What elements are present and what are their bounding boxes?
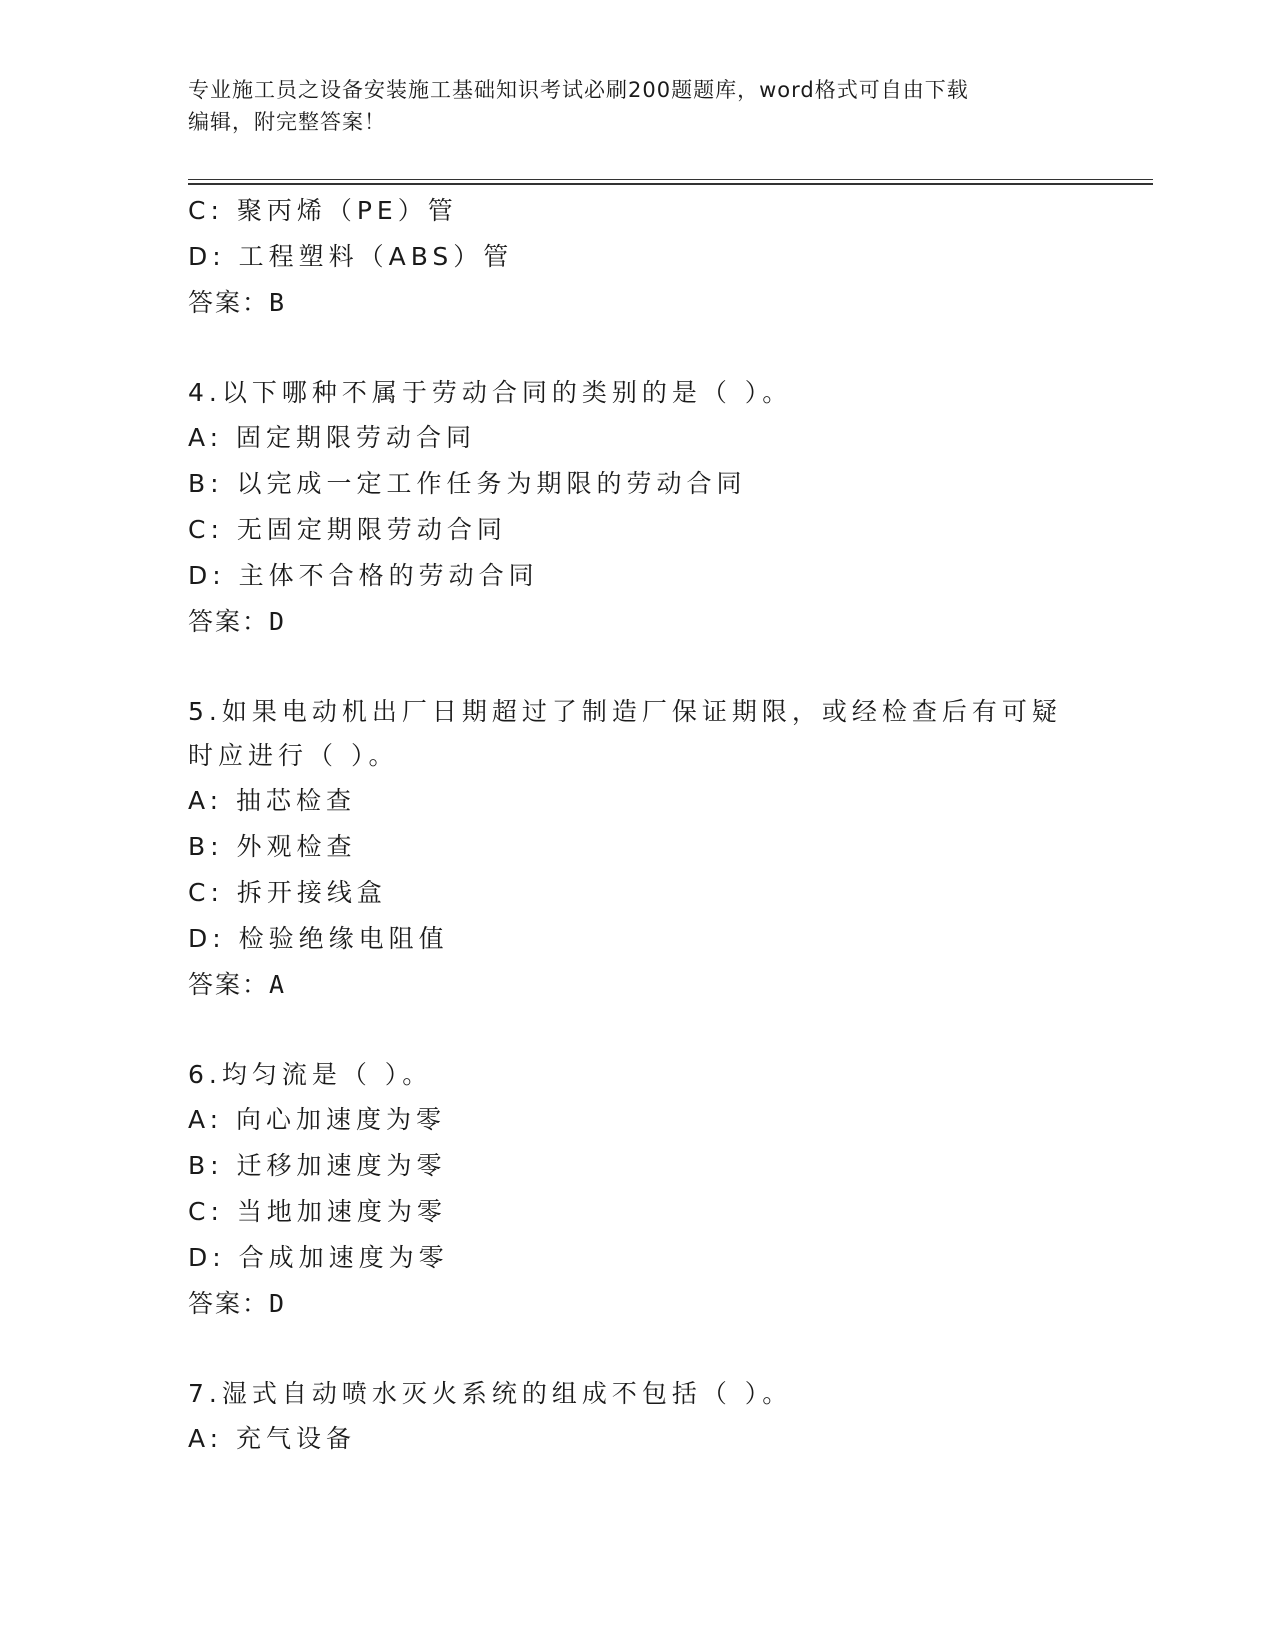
question-list (188, 188, 1148, 1462)
option-a: A: 固定期限劳动合同 (188, 423, 477, 452)
block-spacer (188, 1008, 1148, 1053)
option-d: D: 检验绝缘电阻值 (188, 924, 449, 953)
header-rule-thin (188, 179, 1153, 180)
question-text: 7.湿式自动喷水灭火系统的组成不包括（ ）。 (188, 1379, 793, 1408)
answer-line: 答案：D (188, 1289, 287, 1318)
option-a: A: 向心加速度为零 (188, 1105, 447, 1134)
option-c: C: 无固定期限劳动合同 (188, 515, 507, 544)
answer-line: 答案：D (188, 607, 287, 636)
option-b: B: 以完成一定工作任务为期限的劳动合同 (188, 469, 747, 498)
block-spacer (188, 326, 1148, 371)
option-b: B: 外观检查 (188, 832, 357, 861)
option-d: D: 合成加速度为零 (188, 1243, 449, 1272)
question-block-3 (188, 188, 1148, 326)
question-text: 5.如果电动机出厂日期超过了制造厂保证期限，或经检查后有可疑时应进行（ ）。 (188, 697, 1062, 770)
answer-line: 答案：B (188, 288, 287, 317)
option-b: B: 迁移加速度为零 (188, 1151, 447, 1180)
block-spacer (188, 645, 1148, 690)
block-spacer (188, 1327, 1148, 1372)
option-c: C: 聚丙烯（PE）管 (188, 196, 458, 225)
option-d: D: 工程塑料（ABS）管 (188, 242, 514, 271)
question-block-6 (188, 1053, 1148, 1327)
option-c: C: 当地加速度为零 (188, 1197, 447, 1226)
answer-line: 答案：A (188, 970, 287, 999)
question-block-7 (188, 1372, 1148, 1462)
question-text: 6.均匀流是（ ）。 (188, 1060, 433, 1089)
document-header (188, 74, 1068, 138)
header-title-line-1: 专业施工员之设备安装施工基础知识考试必刷200题题库，word格式可自由下载 (188, 78, 969, 102)
option-d: D: 主体不合格的劳动合同 (188, 561, 539, 590)
question-block-4 (188, 371, 1148, 645)
question-block-5 (188, 690, 1148, 1008)
option-a: A: 抽芯检查 (188, 786, 357, 815)
header-rule-thick (188, 183, 1153, 185)
option-c: C: 拆开接线盒 (188, 878, 387, 907)
question-text: 4.以下哪种不属于劳动合同的类别的是（ ）。 (188, 378, 793, 407)
header-title-line-2: 编辑，附完整答案！ (188, 110, 386, 134)
option-a: A: 充气设备 (188, 1424, 357, 1453)
